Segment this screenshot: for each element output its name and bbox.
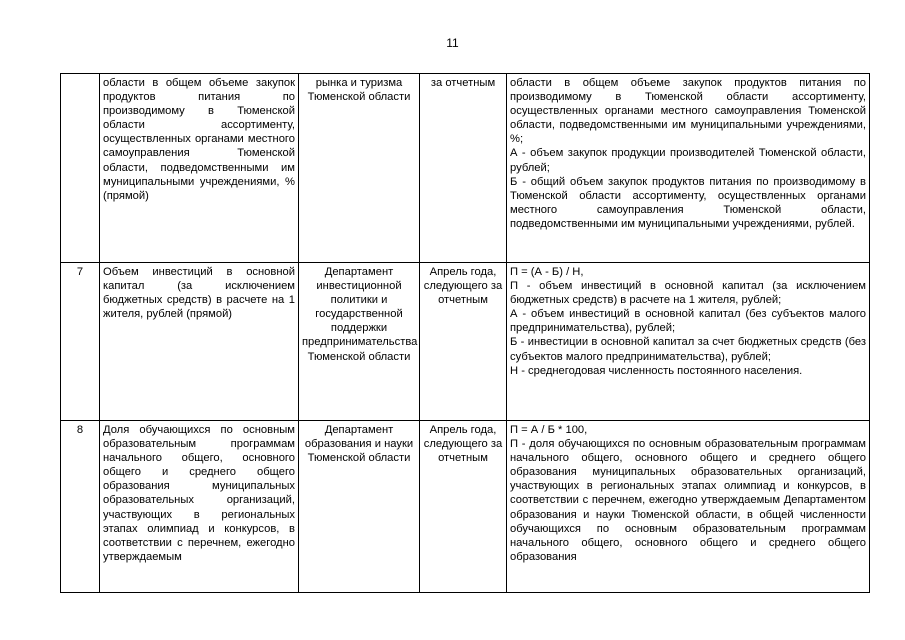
responsible-cell: Департамент инвестиционной политики и государственной поддержки предпринимательства Тюменской области bbox=[299, 263, 420, 421]
formula-cell bbox=[507, 263, 870, 421]
formula-cell bbox=[507, 421, 870, 593]
timing-cell: за отчетным bbox=[420, 74, 507, 263]
indicator-cell: области в общем объеме закупок продуктов питания по производимому в Тюменской области ассортименту, осуществленных органами местного самоуправления Тюменской области, подведомственными им муниципальными учреждениями, % (прямой) bbox=[100, 74, 299, 263]
formula-line: П = А / Б * 100, bbox=[510, 424, 588, 436]
table-row bbox=[61, 421, 870, 593]
page-number: 11 bbox=[446, 36, 459, 50]
indicator-cell: Доля обучающихся по основным образовательным программам начального общего, основного общего и среднего общего образования муниципальных образовательных организаций, участвующих в региональных этапах олимпиад и конкурсов, в соответствии с перечнем, ежегодно утверждаемым bbox=[100, 421, 299, 593]
formula-line: Б - общий объем закупок продуктов питания по производимому в Тюменской области ассортименту, осуществленных органами местного самоуправления Тюменской области, подведомственными им муниципальными учреждениями, рублей. bbox=[510, 175, 866, 230]
row-number-cell: 7 bbox=[61, 263, 100, 421]
timing-cell: Апрель года, следующего за отчетным bbox=[420, 421, 507, 593]
formula-line: А - объем инвестиций в основной капитал (без субъектов малого предпринимательства), рублей; bbox=[510, 308, 866, 335]
formula-line: области в общем объеме закупок продуктов питания по производимому в Тюменской области ассортименту, осуществленных органами местного самоуправления Тюменской области, подведомственными им муниципальными учреждениями, %; bbox=[510, 77, 866, 146]
formula-cell bbox=[507, 74, 870, 263]
formula-line: А - объем закупок продукции производителей Тюменской области, рублей; bbox=[510, 147, 866, 174]
formula-line: П = (А - Б) / Н, bbox=[510, 266, 584, 278]
responsible-cell: рынка и туризма Тюменской области bbox=[299, 74, 420, 263]
row-number-cell: 8 bbox=[61, 421, 100, 593]
responsible-cell: Департамент образования и науки Тюменской области bbox=[299, 421, 420, 593]
formula-line: Н - среднегодовая численность постоянного населения. bbox=[510, 364, 803, 377]
table-row bbox=[61, 74, 870, 263]
table-row bbox=[61, 263, 870, 421]
formula-line: П - объем инвестиций в основной капитал (за исключением бюджетных средств) в расчете на 1 жителя, рублей; bbox=[510, 280, 866, 307]
timing-cell: Апрель года, следующего за отчетным bbox=[420, 263, 507, 421]
formula-line: Б - инвестиции в основной капитал за счет бюджетных средств (без субъектов малого предпринимательства), рублей; bbox=[510, 336, 866, 363]
row-number-cell bbox=[61, 74, 100, 263]
indicator-cell: Объем инвестиций в основной капитал (за исключением бюджетных средств) в расчете на 1 жителя, рублей (прямой) bbox=[100, 263, 299, 421]
indicators-table bbox=[60, 73, 870, 593]
formula-line: П - доля обучающихся по основным образовательным программам начального общего, основного общего и среднего общего образования муниципальных образовательных организаций, участвующих в региональных этапах олимпиад и конкурсов, в соответствии с перечнем, ежегодно утверждаемым Департаментом образования и науки Тюменской области, в общей численности обучающихся по основным образовательным программам начального общего, основного общего и среднего общего образования bbox=[510, 438, 866, 563]
